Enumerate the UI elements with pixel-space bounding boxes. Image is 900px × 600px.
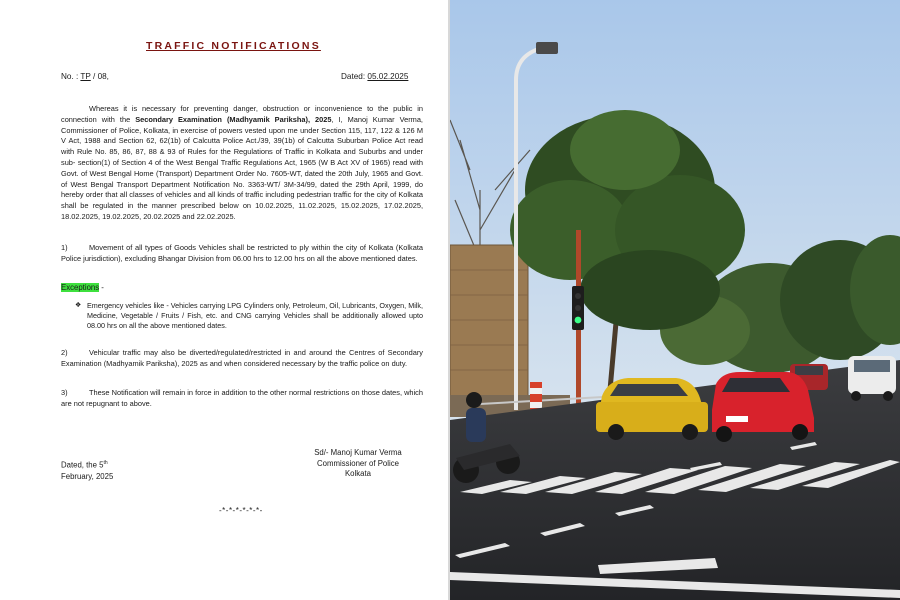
signatory-title: Commissioner of Police [317, 458, 399, 468]
dated-value: 05.02.2025 [367, 72, 409, 81]
ref-label: No. : [61, 72, 81, 81]
issue-date-month: February, 2025 [61, 471, 114, 481]
diamond-bullet-icon: ❖ [75, 302, 82, 309]
exception-item [75, 301, 423, 331]
street-scene [450, 0, 900, 600]
exceptions-label: Exceptions [61, 283, 100, 292]
ref-suffix: / 08, [90, 72, 109, 81]
document-title: TRAFFIC NOTIFICATIONS [146, 40, 321, 52]
intro-text-a: Whereas it is necessary for preventing danger, obstruction or inconvenience to the public in connection with the [61, 104, 423, 124]
dated-label: Dated: [341, 72, 368, 81]
clause-2 [61, 348, 423, 370]
clause-2-number: 2) [61, 348, 68, 357]
intro-paragraph [61, 104, 423, 223]
exceptions-heading [61, 283, 104, 292]
dated-header [341, 72, 408, 81]
signature-block [300, 448, 416, 480]
clause-3-text: These Notification will remain in force in addition to the other normal restrictions on those dates, which are not repugnant to above. [61, 388, 423, 408]
issue-date-day: Dated, the 5 [61, 460, 104, 470]
traffic-notification-document [0, 0, 448, 600]
signatory-name: Sd/- Manoj Kumar Verma [314, 448, 402, 457]
clause-1 [61, 243, 423, 265]
exceptions-suffix: - [99, 283, 104, 292]
red-hatchback [712, 372, 814, 442]
yellow-taxi [596, 378, 708, 440]
ref-code: TP [80, 72, 91, 81]
clause-2-text: Vehicular traffic may also be diverted/regulated/restricted in and around the Centres of Secondary Examination (Madhyamik Pariksha), 2025 as and when considered necessary by the traffic police on duty. [61, 348, 423, 368]
clause-1-text: Movement of all types of Goods Vehicles shall be restricted to ply within the city of Kolkata (Kolkata Police jurisdiction), excluding Bhangar Division from 06.00 hrs to 12.00 hrs on all the above mentioned dates. [61, 243, 423, 263]
issue-date-suffix: th [103, 460, 108, 466]
intro-text-b: , I, Manoj Kumar Verma, Commissioner of Police, Kolkata, in exercise of powers vested upon me under Section 115, 117, 122 & 126 M V Act, 1988 and Section 62, 62(1b) of Calcutta Police Act./39, 39(1b) of Calcutta Suburban Police Act read with Rule No. 85, 86, 87, 88 & 93 of Rules for the Regulations of Traffic in Kolkata and Suburbs and under sub- section(1) of Section 4 of the West Bengal Traffic Regulations Act, 1965 (W B Act XV of 1965) read with Govt. of West Bengal Home (Transport) Department Order No. 7605-WT, dated the 20th July, 1965 and Govt. of West Bengal Transport Department Notification No. 3363-WT/ 3M-34/99, dated the 29th April, 1999, do hereby order that all classes of vehicles and all kinds of traffic including pedestrian traffic for the city of Kolkata shall be regulated in the manner prescribed below on 10.02.2025, 11.02.2025, 15.02.2025, 17.02.2025, 18.02.2025, 19.02.2025, 20.02.2025 and 22.02.2025. [61, 114, 423, 221]
kolkata-street-photo [450, 0, 900, 600]
exception-text: Emergency vehicles like - Vehicles carrying LPG Cylinders only, Petroleum, Oil, Lubricants, Oxygen, Milk, Medicine, Vegetable / Fruits / Fish, etc. and CNG carrying Vehicles shall be additionally allowed upto 08.00 hrs on all the above mentioned dates. [87, 301, 423, 330]
intro-bold: Secondary Examination (Madhyamik Pariksha), 2025 [135, 114, 332, 124]
issue-date [61, 458, 113, 482]
end-mark: -*-*-*-*-*-*- [219, 506, 263, 515]
clause-3-number: 3) [61, 388, 68, 397]
clause-1-number: 1) [61, 243, 68, 252]
reference-number [61, 72, 109, 81]
clause-3 [61, 388, 423, 410]
signatory-city: Kolkata [344, 469, 371, 478]
